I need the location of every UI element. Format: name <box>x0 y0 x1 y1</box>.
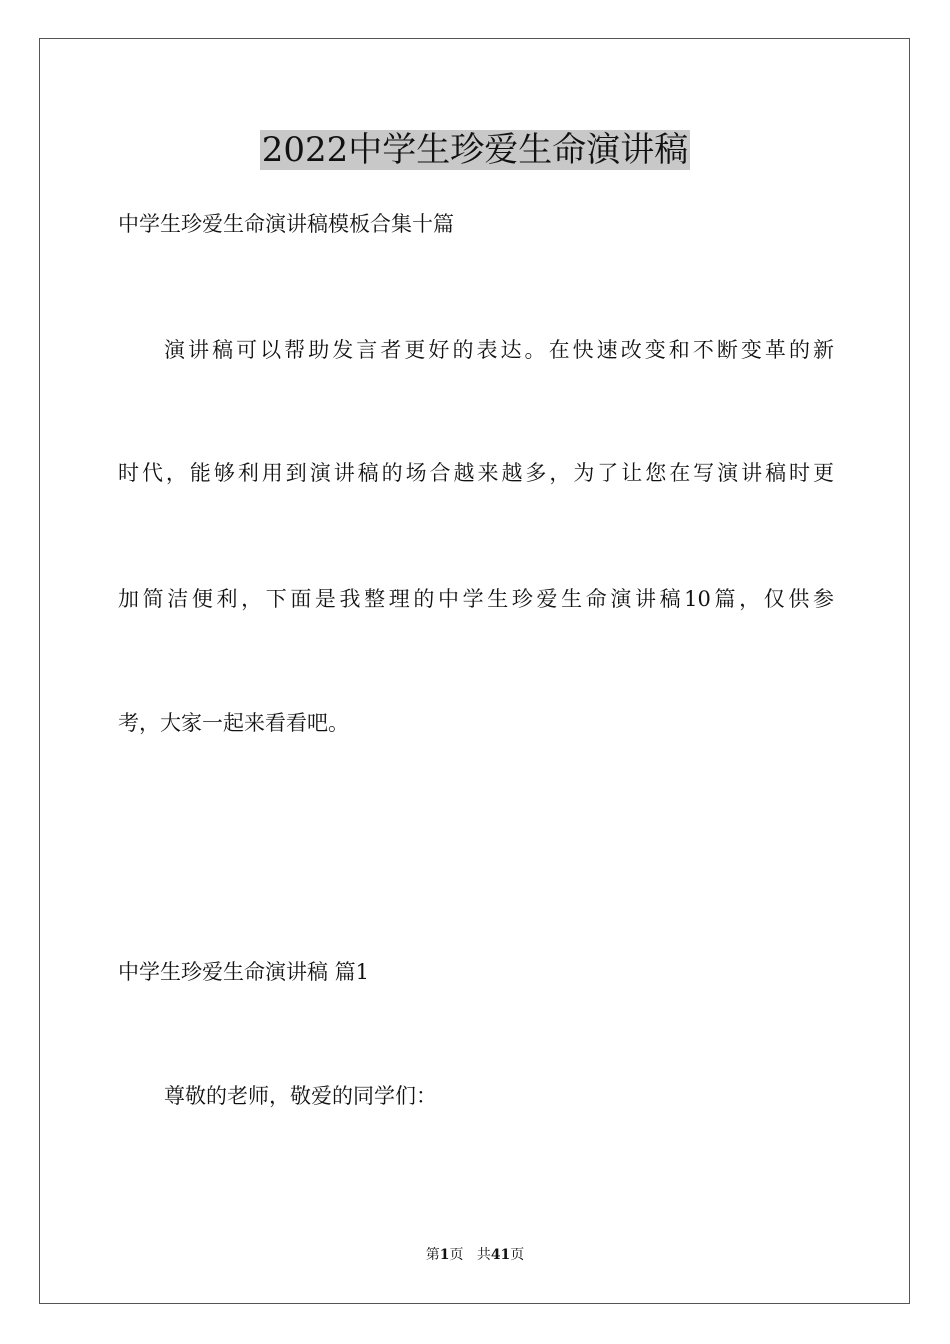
section-heading: 中学生珍爱生命演讲稿 篇1 <box>118 960 370 984</box>
intro-line-4: 考，大家一起来看看吧。 <box>118 711 349 735</box>
salutation: 尊敬的老师，敬爱的同学们： <box>164 1084 437 1108</box>
footer-total-pages: 41 <box>490 1247 511 1263</box>
intro-line-3: 加简洁便利，下面是我整理的中学生珍爱生命演讲稿10篇，仅供参 <box>118 587 834 611</box>
document-title-text: 2022中学生珍爱生命演讲稿 <box>261 130 689 170</box>
intro-line-2: 时代，能够利用到演讲稿的场合越来越多，为了让您在写演讲稿时更 <box>118 461 834 485</box>
footer-total-suffix: 页 <box>510 1247 525 1263</box>
document-title <box>0 126 950 174</box>
footer-page-suffix: 页 <box>449 1247 464 1263</box>
intro-line-1: 演讲稿可以帮助发言者更好的表达。在快速改变和不断变革的新 <box>164 338 834 362</box>
page-footer <box>0 1245 950 1265</box>
footer-page-number: 1 <box>439 1247 450 1263</box>
document-subtitle: 中学生珍爱生命演讲稿模板合集十篇 <box>118 212 454 236</box>
footer-total-prefix: 共 <box>476 1247 491 1263</box>
footer-page-prefix: 第 <box>425 1247 440 1263</box>
